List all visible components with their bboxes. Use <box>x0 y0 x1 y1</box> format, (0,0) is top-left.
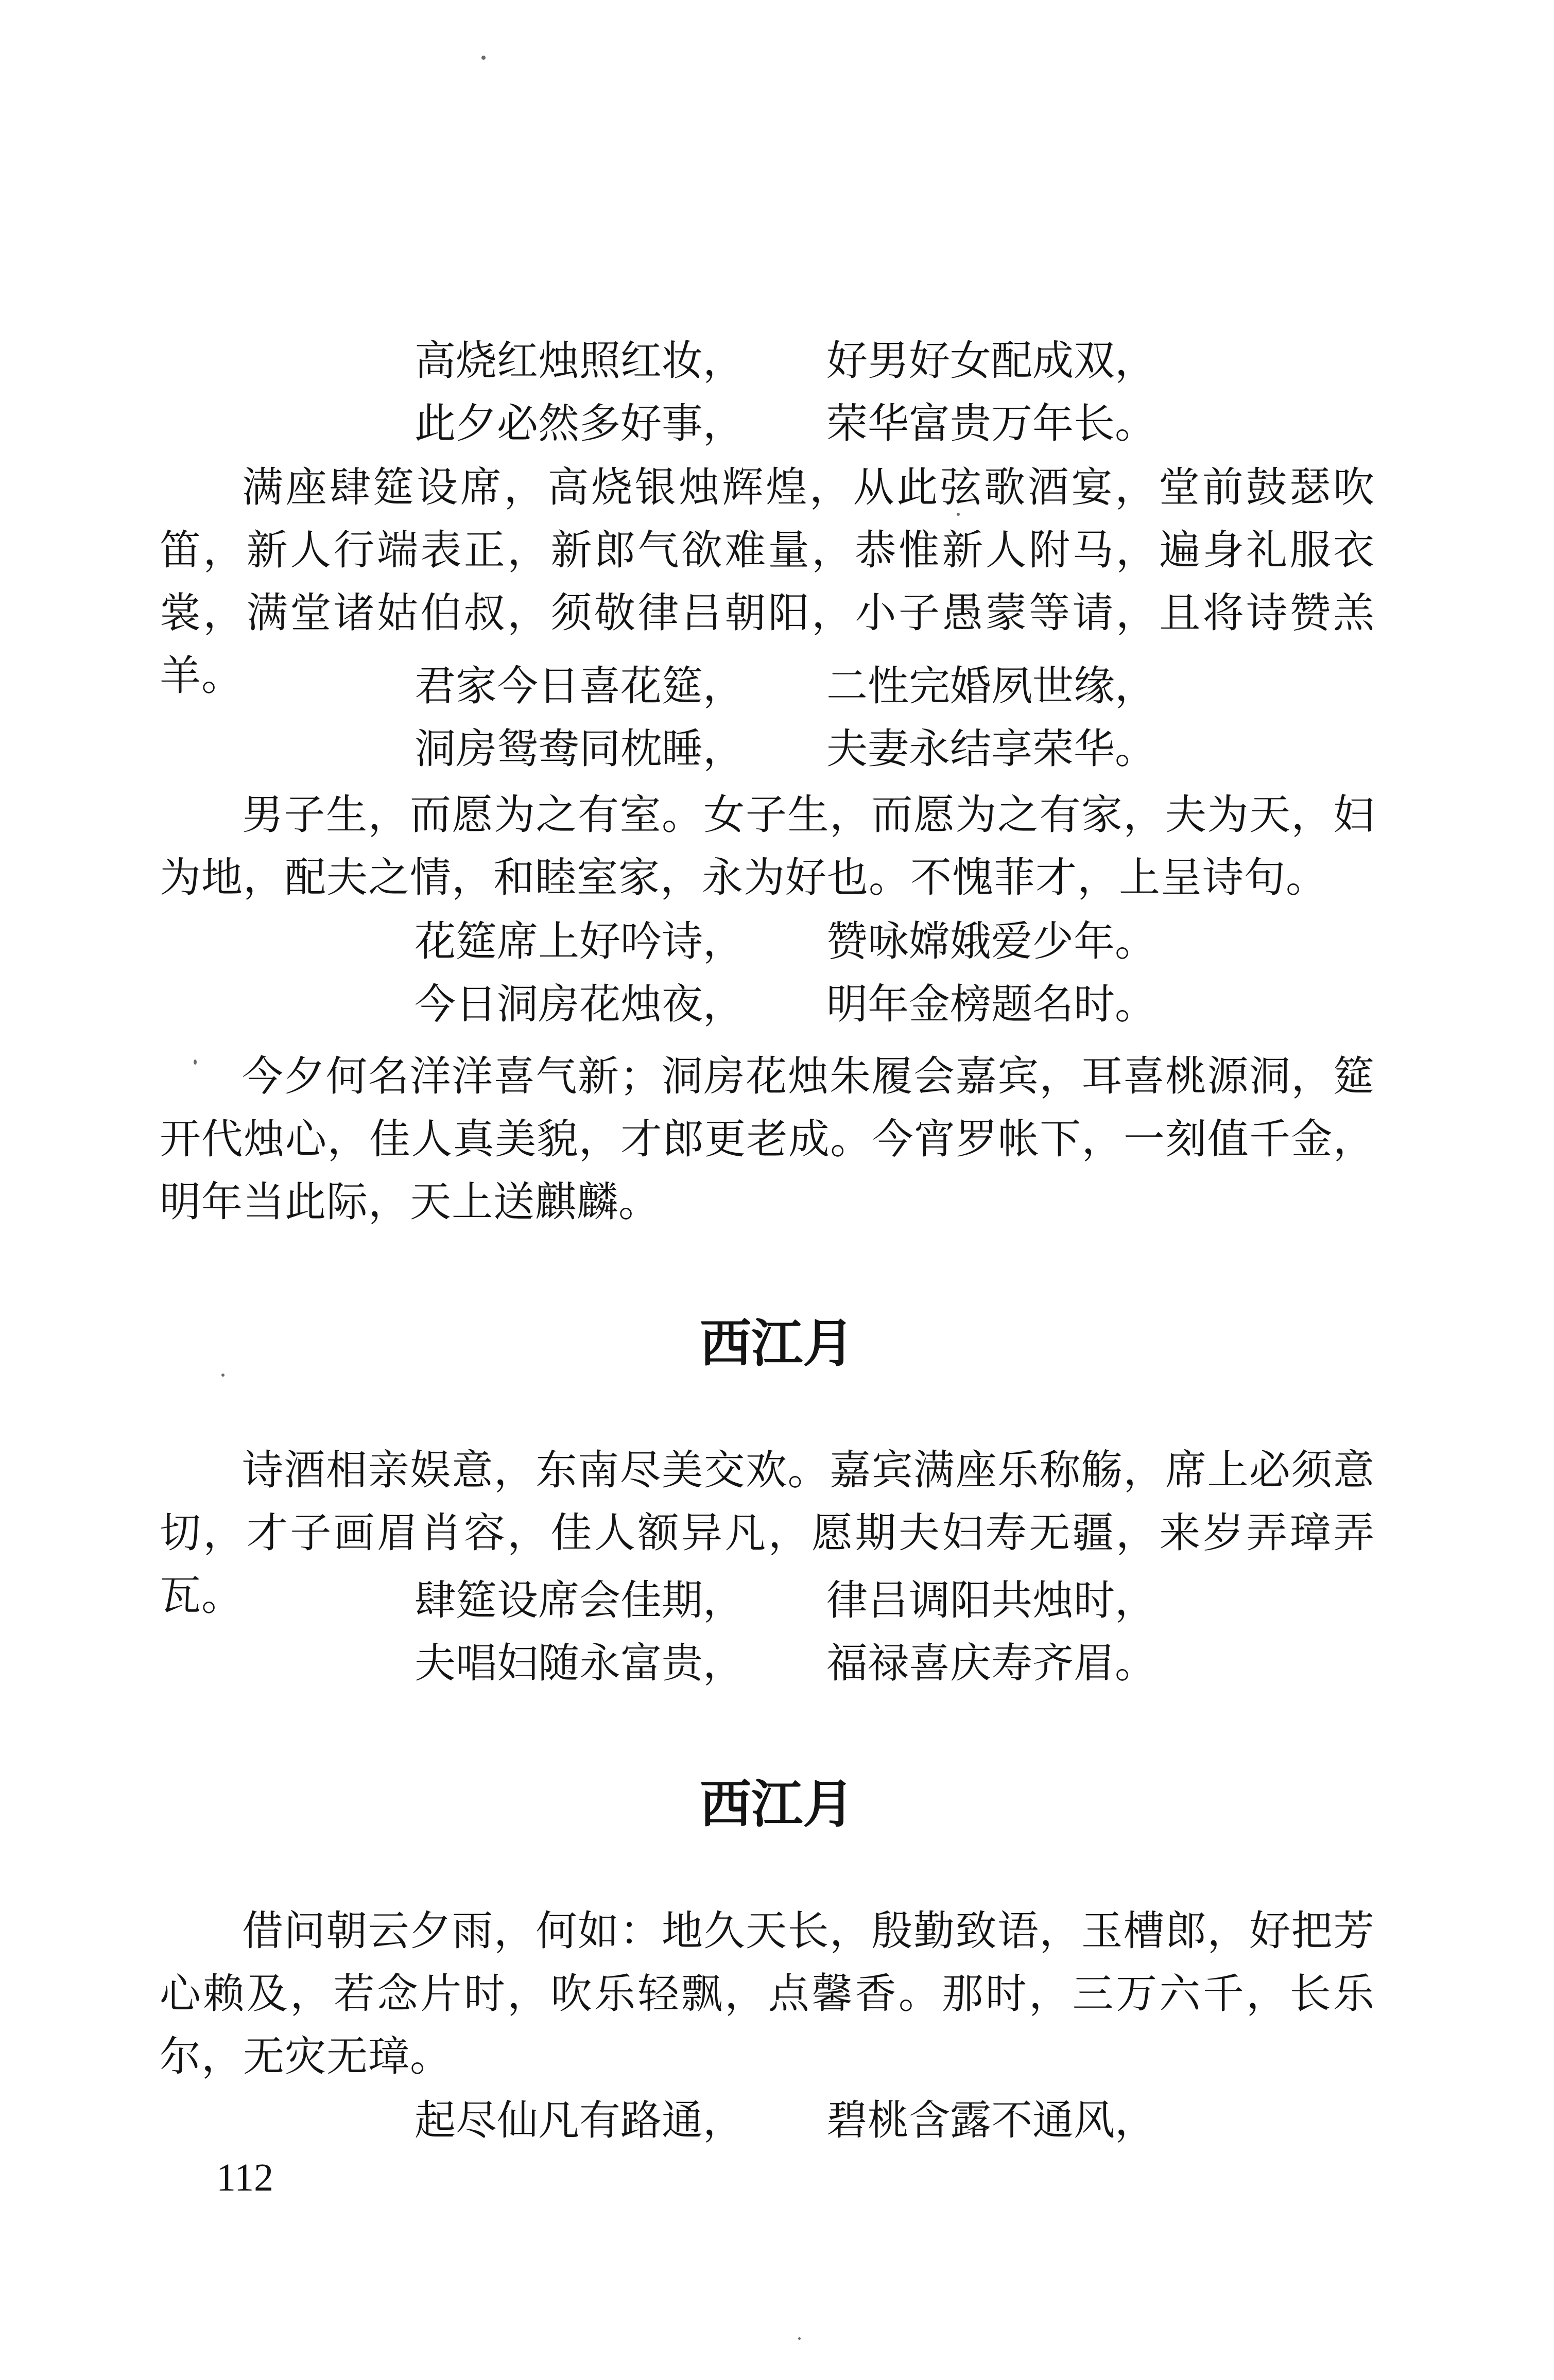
verse-right: 明年金榜题名时。 <box>826 980 1156 1028</box>
scan-speck <box>798 2337 801 2340</box>
verse-right: 律吕调阳共烛时， <box>826 1576 1156 1624</box>
verse-left: 洞房鸳鸯同枕睡， <box>415 725 744 773</box>
verse-left: 此夕必然多好事， <box>415 399 744 447</box>
verse-right: 福禄喜庆寿齐眉。 <box>826 1639 1156 1687</box>
paragraph: 借问朝云夕雨，何如：地久天长，殷勤致语，玉槽郎，好把芳心赖及，若念片时，吹乐轻飘，点馨香。那时，三万六千，长乐尔，无灾无璋。 <box>160 1907 1375 2080</box>
verse-right: 二性完婚夙世缘， <box>826 662 1156 710</box>
verse-left: 夫唱妇随永富贵， <box>415 1639 744 1687</box>
paragraph: 今夕何名洋洋喜气新；洞房花烛朱履会嘉宾，耳喜桃源洞，筵开代烛心，佳人真美貌，才郎更老成。今宵罗帐下，一刻值千金，明年当此际，天上送麒麟。 <box>160 1052 1375 1226</box>
scan-speck <box>481 56 486 60</box>
page-number: 112 <box>216 2156 274 2199</box>
paragraph: 男子生，而愿为之有室。女子生，而愿为之有家，夫为天，妇为地，配夫之情，和睦室家，永为好也。不愧菲才，上呈诗句。 <box>160 791 1375 901</box>
verse-left: 高烧红烛照红妆， <box>415 337 744 385</box>
section-title: 西江月 <box>700 1774 854 1834</box>
verse-left: 今日洞房花烛夜， <box>415 980 744 1028</box>
verse-left: 起尽仙凡有路通， <box>415 2096 744 2144</box>
section-title: 西江月 <box>700 1313 854 1374</box>
verse-left: 花筵席上好吟诗， <box>415 917 744 965</box>
verse-right: 荣华富贵万年长。 <box>826 399 1156 447</box>
verse-right: 碧桃含露不通风， <box>826 2096 1156 2144</box>
verse-left: 君家今日喜花筵， <box>415 662 744 710</box>
verse-right: 夫妻永结享荣华。 <box>826 725 1156 773</box>
verse-right: 好男好女配成双， <box>826 337 1156 385</box>
verse-right: 赞咏嫦娥爱少年。 <box>826 917 1156 965</box>
scan-speck <box>957 513 960 516</box>
scan-speck <box>221 1374 225 1377</box>
paragraph: 诗酒相亲娱意，东南尽美交欢。嘉宾满座乐称觞，席上必须意切，才子画眉肖容，佳人额异凡，愿期夫妇寿无疆，来岁弄璋弄瓦。 <box>160 1446 1375 1620</box>
scan-speck <box>194 1059 197 1065</box>
verse-left: 肆筵设席会佳期， <box>415 1576 744 1624</box>
paragraph: 满座肆筵设席，高烧银烛辉煌，从此弦歌酒宴，堂前鼓瑟吹笛，新人行端表正，新郎气欲难量，恭惟新人附马，遍身礼服衣裳，满堂诸姑伯叔，须敬律吕朝阳，小子愚蒙等请，且将诗赞羔羊。 <box>160 463 1375 700</box>
